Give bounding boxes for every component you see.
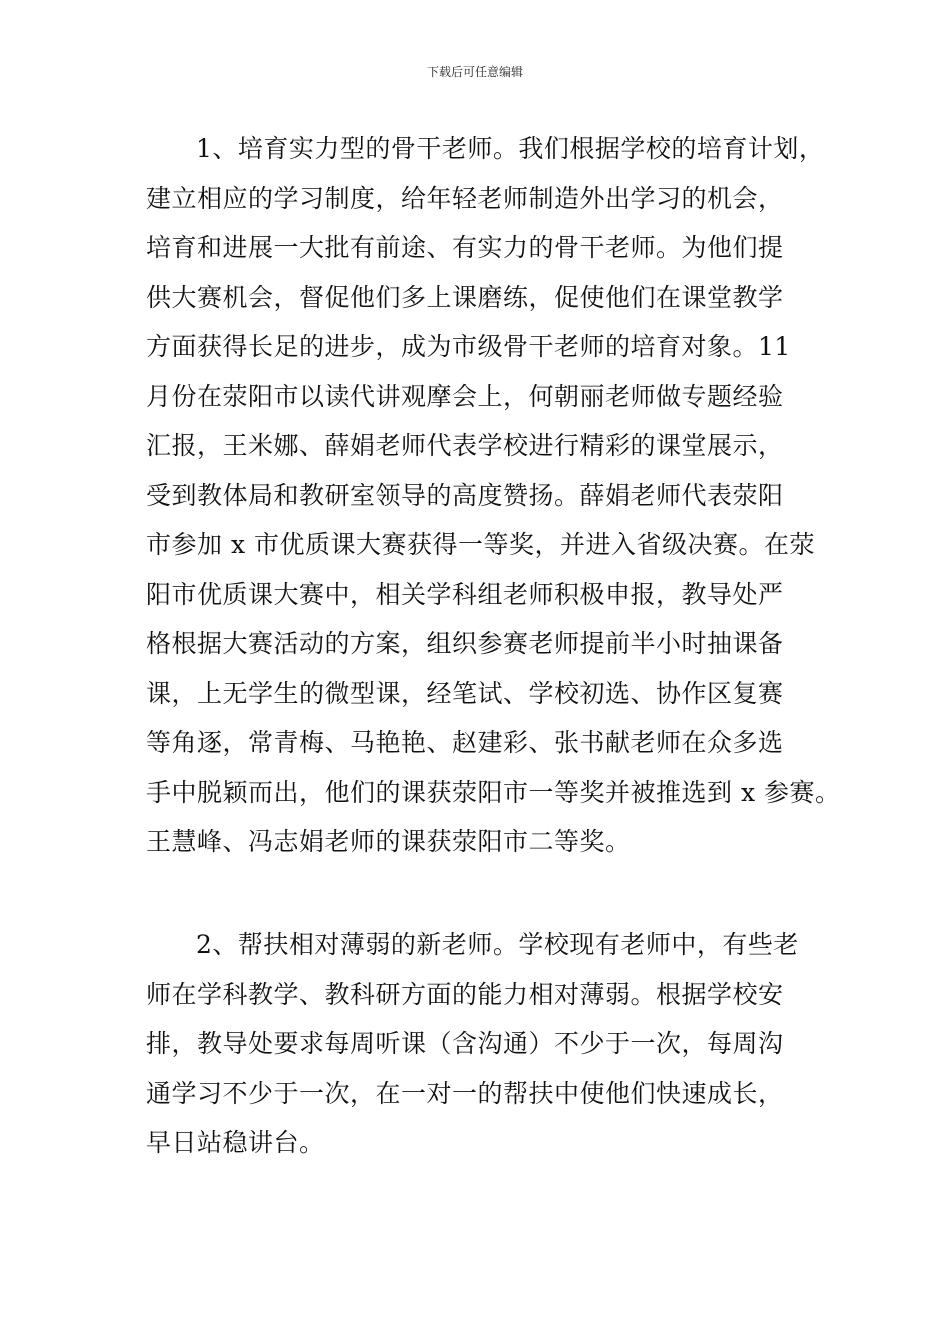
paragraph-line: 方面获得长足的进步，成为市级骨干老师的培育对象。11 (146, 332, 791, 361)
paragraph-line: 2、帮扶相对薄弱的新老师。学校现有老师中，有些老 (196, 930, 799, 959)
paragraph-line: 阳市优质课大赛中，相关学科组老师积极申报，教导处严 (146, 579, 784, 609)
paragraph-line: 受到教体局和教研室领导的高度赞扬。薛娟老师代表荥阳 (146, 480, 784, 510)
paragraph-line: 王慧峰、冯志娟老师的课获荥阳市二等奖。 (146, 827, 631, 856)
paragraph-line: 1、培育实力型的骨干老师。我们根据学校的培育计划， (196, 134, 825, 163)
paragraph-line: 汇报，王米娜、薛娟老师代表学校进行精彩的课堂展示， (146, 431, 784, 460)
paragraph-line: 月份在荥阳市以读代讲观摩会上，何朝丽老师做专题经验 (146, 381, 784, 411)
paragraph-line: 手中脱颖而出，他们的课获荥阳市一等奖并被推选到 x 参赛。 (146, 777, 841, 807)
page-header: 下载后可任意编辑 (426, 65, 523, 79)
paragraph-line: 格根据大赛活动的方案，组织参赛老师提前半小时抽课备 (146, 629, 784, 658)
paragraph-line: 课，上无学生的微型课，经笔试、学校初选、协作区复赛 (146, 678, 784, 708)
paragraph-line: 建立相应的学习制度，给年轻老师制造外出学习的机会， (146, 183, 784, 213)
paragraph-cultivate-backbone-teachers (146, 124, 841, 867)
paragraph-line: 供大赛机会，督促他们多上课磨练，促使他们在课堂教学 (146, 282, 784, 312)
paragraph-line: 排，教导处要求每周听课（含沟通）不少于一次，每周沟 (146, 1029, 784, 1058)
paragraph-line: 师在学科教学、教科研方面的能力相对薄弱。根据学校安 (146, 979, 784, 1009)
paragraph-line: 通学习不少于一次，在一对一的帮扶中使他们快速成长， (146, 1078, 784, 1108)
paragraph-line: 市参加 x 市优质课大赛获得一等奖，并进入省级决赛。在荥 (146, 530, 815, 559)
paragraph-line: 培育和进展一大批有前途、有实力的骨干老师。为他们提 (146, 233, 784, 262)
paragraph-support-new-teachers (146, 920, 826, 1168)
paragraph-line: 等角逐，常青梅、马艳艳、赵建彩、张书献老师在众多选 (146, 728, 784, 757)
paragraph-line: 早日站稳讲台。 (146, 1128, 325, 1157)
